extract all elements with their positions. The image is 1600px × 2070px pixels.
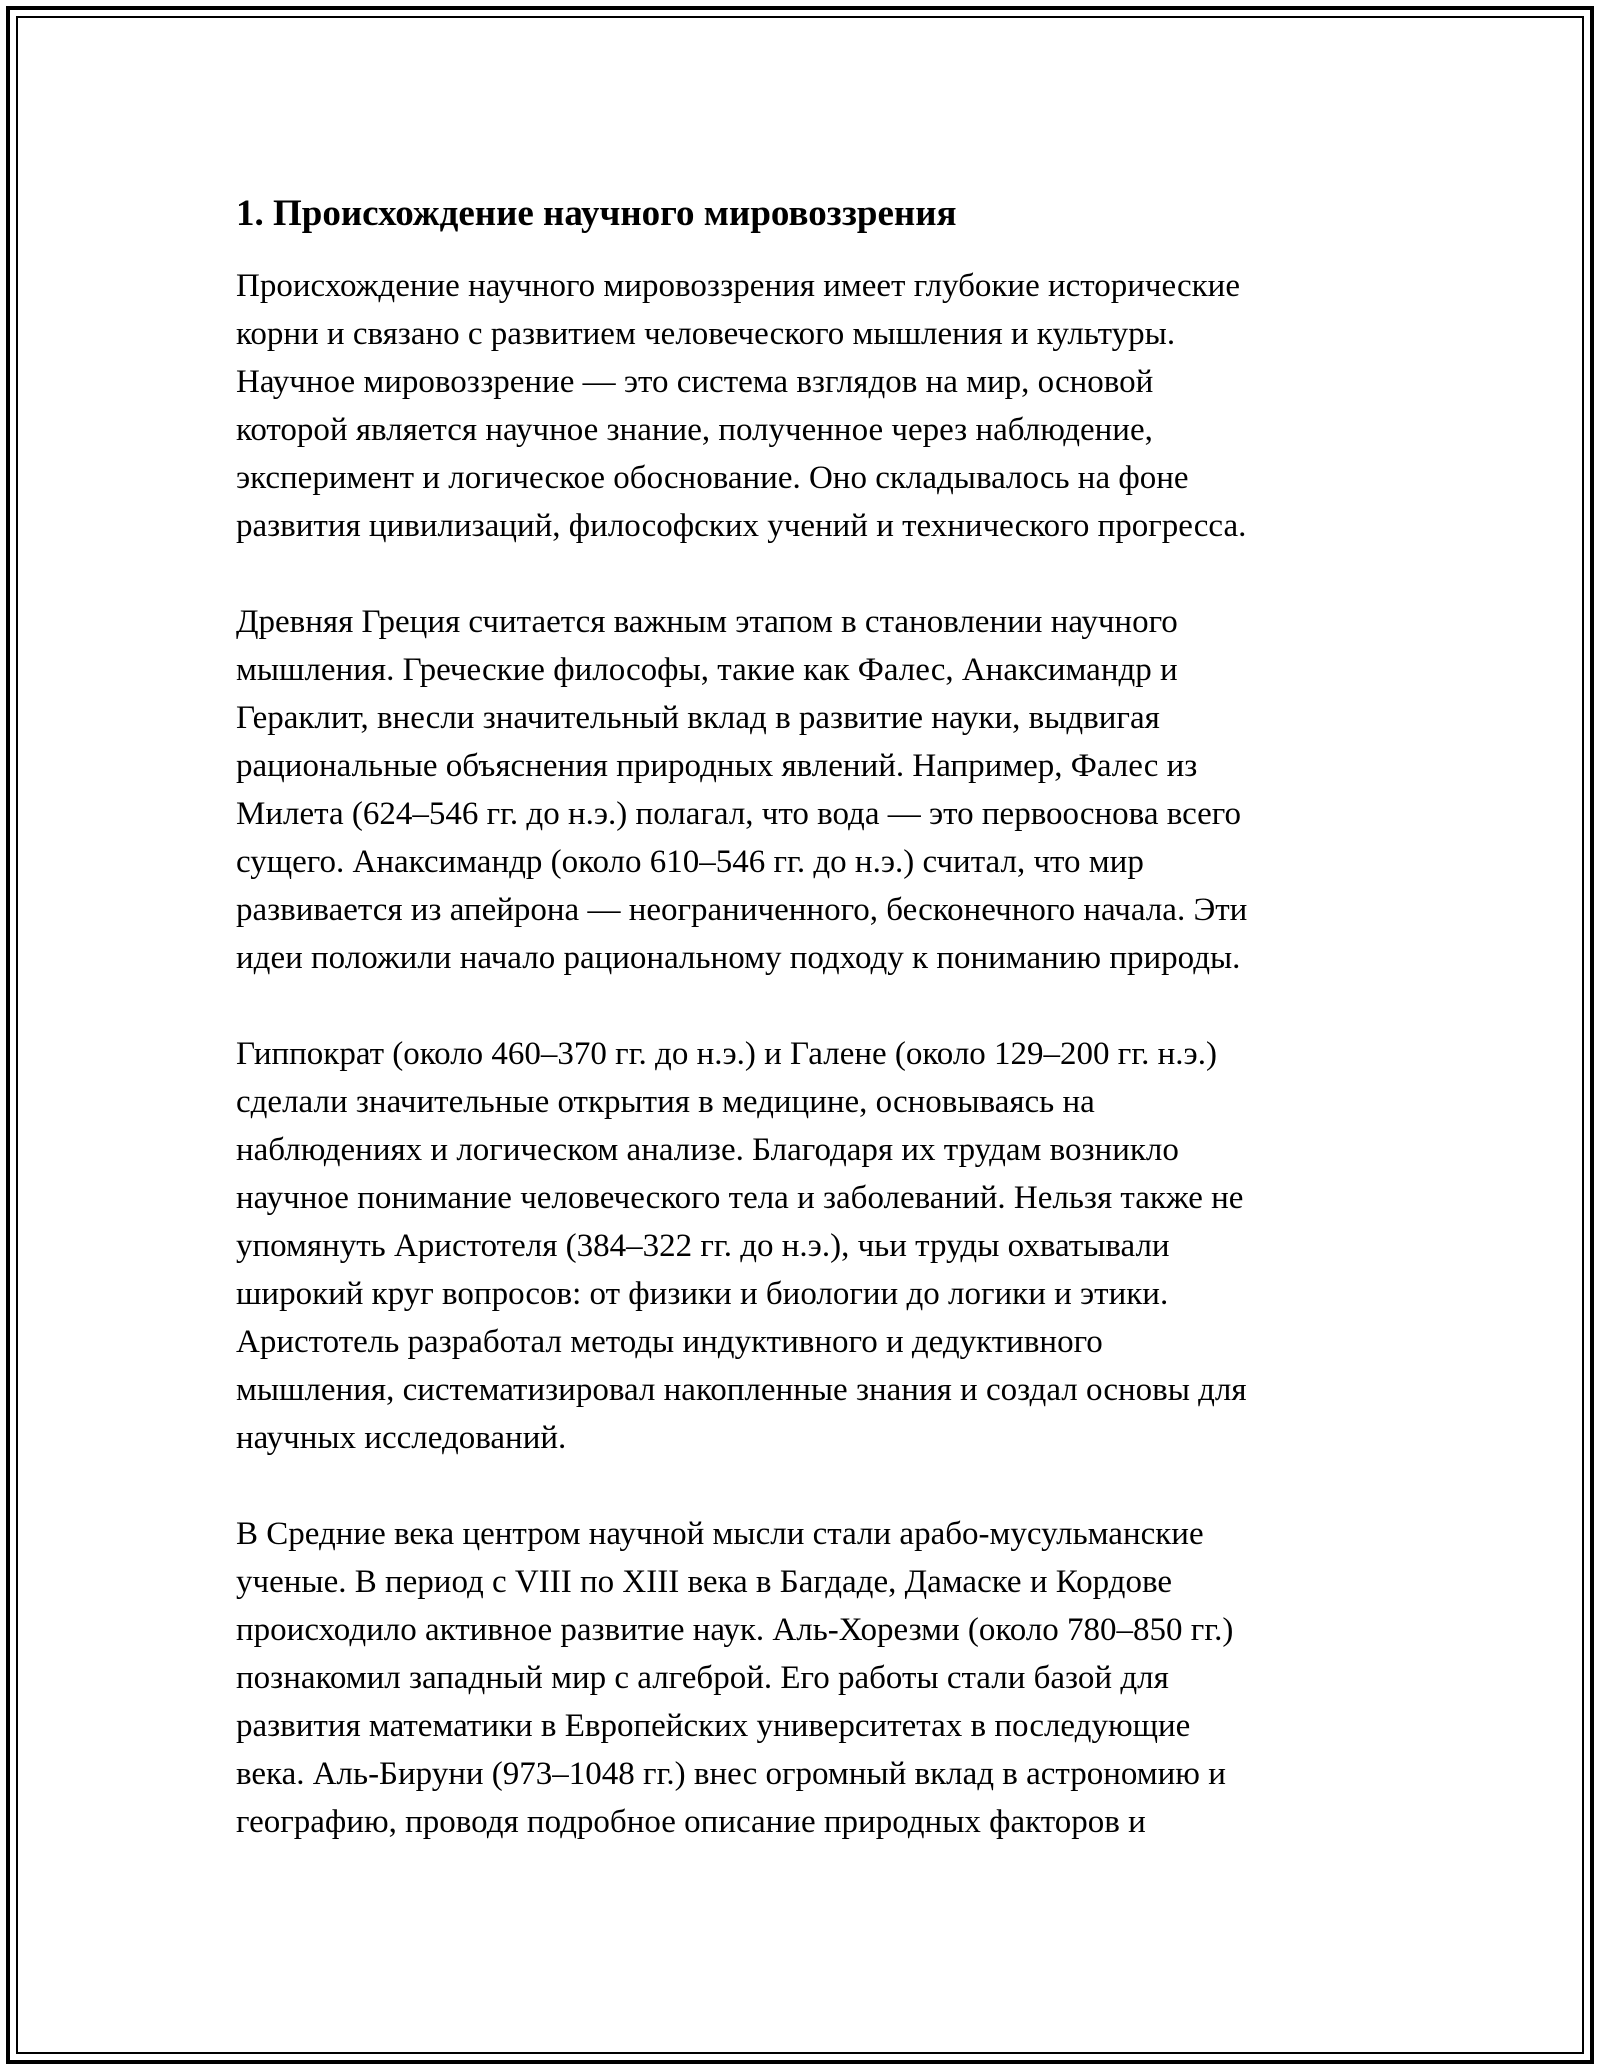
- paragraph-4: [236, 1510, 1366, 1846]
- paragraph-line: ученые. В период с VIII по XIII века в Багдаде, Дамаске и Кордове: [236, 1564, 1172, 1600]
- paragraph-line: научное понимание человеческого тела и заболеваний. Нельзя также не: [236, 1180, 1244, 1216]
- paragraph-line: сделали значительные открытия в медицине, основываясь на: [236, 1084, 1095, 1120]
- paragraph-line: упомянуть Аристотеля (384–322 гг. до н.э.), чьи труды охватывали: [236, 1228, 1170, 1264]
- paragraph-2: [236, 598, 1366, 982]
- paragraph-line: мышления. Греческие философы, такие как Фалес, Анаксимандр и: [236, 652, 1178, 688]
- paragraph-1: [236, 262, 1366, 550]
- paragraph-line: научных исследований.: [236, 1420, 567, 1456]
- paragraph-line: эксперимент и логическое обоснование. Оно складывалось на фоне: [236, 460, 1189, 496]
- paragraph-line: широкий круг вопросов: от физики и биологии до логики и этики.: [236, 1276, 1169, 1312]
- paragraph-line: века. Аль-Бируни (973–1048 гг.) внес огромный вклад в астрономию и: [236, 1756, 1226, 1792]
- paragraph-line: развития математики в Европейских университетах в последующие: [236, 1708, 1191, 1744]
- paragraph-line: Милета (624–546 гг. до н.э.) полагал, что вода — это первооснова всего: [236, 796, 1242, 832]
- paragraph-3: [236, 1030, 1366, 1462]
- section-heading: 1. Происхождение научного мировоззрения: [236, 193, 957, 234]
- paragraph-line: наблюдениях и логическом анализе. Благодаря их трудам возникло: [236, 1132, 1179, 1168]
- paragraph-line: рациональные объяснения природных явлений. Например, Фалес из: [236, 748, 1198, 784]
- paragraph-line: В Средние века центром научной мысли стали арабо-мусульманские: [236, 1516, 1204, 1552]
- paragraph-line: Научное мировоззрение — это система взглядов на мир, основой: [236, 364, 1154, 400]
- paragraph-line: которой является научное знание, полученное через наблюдение,: [236, 412, 1153, 448]
- paragraph-line: познакомил западный мир с алгеброй. Его работы стали базой для: [236, 1660, 1169, 1696]
- paragraph-line: мышления, систематизировал накопленные знания и создал основы для: [236, 1372, 1247, 1408]
- paragraph-line: Древняя Греция считается важным этапом в становлении научного: [236, 604, 1178, 640]
- paragraph-line: развития цивилизаций, философских учений и технического прогресса.: [236, 508, 1247, 544]
- paragraph-line: происходило активное развитие наук. Аль-Хорезми (около 780–850 гг.): [236, 1612, 1234, 1648]
- paragraph-line: Гиппократ (около 460–370 гг. до н.э.) и Галене (около 129–200 гг. н.э.): [236, 1036, 1217, 1072]
- paragraph-line: географию, проводя подробное описание природных факторов и: [236, 1804, 1146, 1840]
- paragraph-line: развивается из апейрона — неограниченного, бесконечного начала. Эти: [236, 892, 1248, 928]
- paragraph-line: сущего. Анаксимандр (около 610–546 гг. до н.э.) считал, что мир: [236, 844, 1144, 880]
- document-page: [236, 186, 1366, 1894]
- paragraph-line: Происхождение научного мировоззрения имеет глубокие исторические: [236, 268, 1240, 304]
- paragraph-line: Аристотель разработал методы индуктивного и дедуктивного: [236, 1324, 1103, 1360]
- paragraph-line: корни и связано с развитием человеческого мышления и культуры.: [236, 316, 1176, 352]
- paragraph-line: идеи положили начало рациональному подходу к пониманию природы.: [236, 940, 1241, 976]
- paragraph-line: Гераклит, внесли значительный вклад в развитие науки, выдвигая: [236, 700, 1160, 736]
